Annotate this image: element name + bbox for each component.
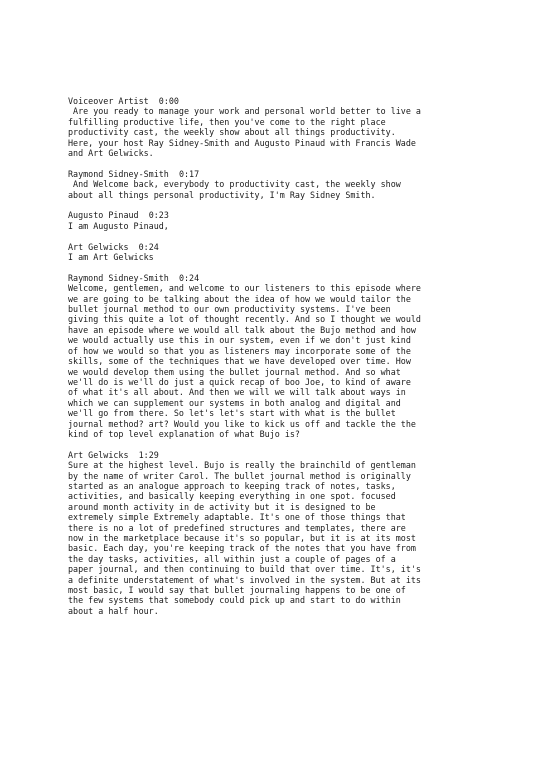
transcript-entry	[68, 242, 488, 263]
transcript-line: a definite understatement of what's involved in the system. But at its	[68, 574, 421, 585]
transcript-line: we are going to be talking about the idea of how we would tailor the	[68, 293, 411, 304]
transcript-line: we would actually use this in our system, even if we don't just kind	[68, 335, 411, 346]
transcript-line: And Welcome back, everybody to productivity cast, the weekly show	[68, 179, 401, 190]
transcript-line: Are you ready to manage your work and personal world better to live a	[68, 106, 421, 117]
transcript-line: we would develop them using the bullet journal method. And so what	[68, 366, 401, 377]
transcript-line: activities, and basically keeping everything in one spot. focused	[68, 491, 396, 502]
speaker-name: Raymond Sidney-Smith	[68, 272, 169, 283]
timestamp: 0:17	[178, 168, 200, 179]
transcript-line: and Art Gelwicks.	[68, 148, 154, 159]
timestamp: 0:24	[178, 272, 200, 283]
transcript-line: kind of top level explanation of what Bujo is?	[68, 428, 300, 439]
speaker-line	[68, 273, 488, 283]
speaker-line	[68, 96, 488, 106]
transcript-line: giving this quite a lot of thought recently. And so I thought we would	[68, 314, 421, 325]
transcript-line: most basic, I would say that bullet journaling happens to be one of	[68, 585, 406, 596]
timestamp: 0:23	[148, 210, 169, 221]
speaker-line	[68, 210, 488, 220]
transcript-line: we'll do is we'll do just a quick recap of boo Joe, to kind of aware	[68, 376, 411, 387]
transcript-line: Here, your host Ray Sidney-Smith and Augusto Pinaud with Francis Wade	[68, 137, 416, 148]
transcript-line: I am Art Gelwicks	[68, 252, 154, 263]
transcript-entry	[68, 273, 488, 440]
transcript-line: by the name of writer Carol. The bullet journal method is originally	[68, 470, 411, 481]
transcript-line: journal method? art? Would you like to kick us off and tackle the the	[68, 418, 416, 429]
speaker-line	[68, 242, 488, 252]
transcript-line: basic. Each day, you're keeping track of the notes that you have from	[68, 543, 416, 554]
transcript-line: Sure at the highest level. Bujo is really the brainchild of gentleman	[68, 460, 416, 471]
speaker-name: Art Gelwicks	[68, 449, 129, 460]
transcript-line: which we can supplement our systems in both analog and digital and	[68, 397, 401, 408]
transcript-entry	[68, 450, 488, 617]
speaker-name: Voiceover Artist	[68, 96, 149, 106]
transcript-line: fulfilling productive life, then you've come to the right place	[68, 116, 386, 127]
transcript-line: productivity cast, the weekly show about all things productivity.	[68, 127, 396, 138]
speaker-line	[68, 169, 488, 179]
transcript-line: of what it's all about. And then we will we will talk about ways in	[68, 387, 406, 398]
transcript-line: about all things personal productivity, I'm Ray Sidney Smith.	[68, 189, 376, 200]
transcript-line: paper journal, and then continuing to build that over time. It's, it's	[68, 564, 421, 575]
transcript-line: the few systems that somebody could pick up and start to do within	[68, 595, 401, 606]
transcript-line: now in the marketplace because it's so popular, but it is at its most	[68, 532, 416, 543]
timestamp: 1:29	[138, 449, 159, 460]
speaker-name: Augusto Pinaud	[68, 210, 139, 221]
transcript-line: there is no a lot of predefined structures and templates, there are	[68, 522, 406, 533]
transcript-entry	[68, 210, 488, 231]
transcript-line: about a half hour.	[68, 605, 159, 616]
speaker-name: Raymond Sidney-Smith	[68, 168, 169, 179]
transcript-line: started as an analogue approach to keeping track of notes, tasks,	[68, 480, 396, 491]
transcript	[68, 96, 488, 627]
transcript-line: we'll go from there. So let's let's start with what is the bullet	[68, 408, 396, 419]
transcript-line: of how we would so that you as listeners may incorporate some of the	[68, 345, 411, 356]
speaker-name: Art Gelwicks	[68, 241, 129, 252]
transcript-line: bullet journal method to our own productivity systems. I've been	[68, 304, 391, 315]
speaker-line	[68, 450, 488, 460]
transcript-line: extremely simple Extremely adaptable. It's one of those things that	[68, 512, 406, 523]
transcript-entry	[68, 169, 488, 200]
transcript-entry	[68, 96, 488, 158]
timestamp: 0:24	[138, 241, 159, 252]
transcript-line: the day tasks, activities, all within just a couple of pages of a	[68, 553, 396, 564]
transcript-line: Welcome, gentlemen, and welcome to our listeners to this episode where	[68, 283, 421, 294]
transcript-line: around month activity in de activity but it is designed to be	[68, 501, 376, 512]
timestamp: 0:00	[158, 96, 179, 106]
transcript-line: I am Augusto Pinaud,	[68, 220, 169, 231]
transcript-line: skills, some of the techniques that we have developed over time. How	[68, 356, 411, 367]
transcript-line: have an episode where we would all talk about the Bujo method and how	[68, 324, 416, 335]
